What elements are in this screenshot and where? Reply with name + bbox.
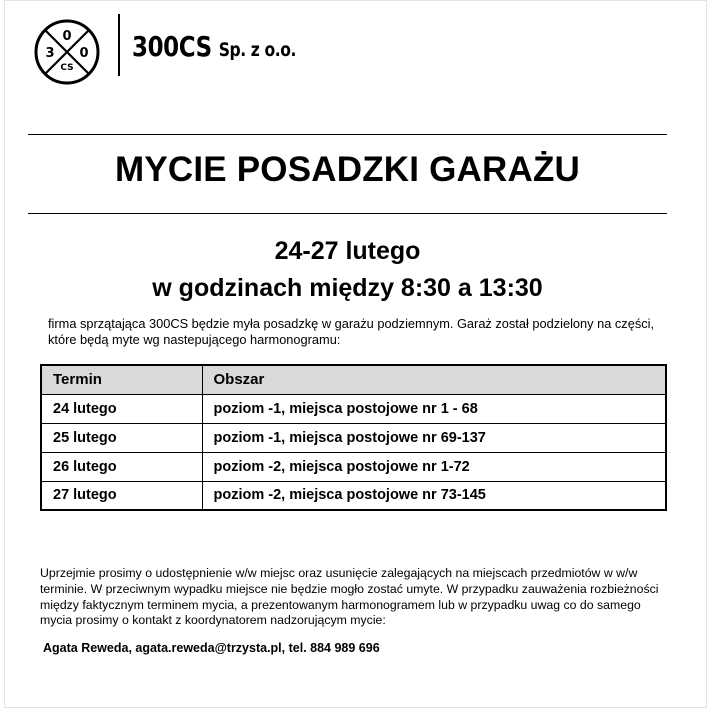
table-row <box>41 452 666 481</box>
time-range: w godzinach między 8:30 a 13:30 <box>152 274 543 302</box>
cell-area: poziom -2, miejsca postojowe nr 1-72 <box>202 452 666 481</box>
column-header-termin: Termin <box>41 365 202 394</box>
logo-divider <box>118 14 120 76</box>
contact-line: Agata Reweda, agata.reweda@trzysta.pl, tel. 884 989 696 <box>43 641 380 655</box>
cell-date: 24 lutego <box>41 394 202 423</box>
column-header-obszar: Obszar <box>202 365 666 394</box>
company-logo-badge <box>33 18 101 86</box>
table-row <box>41 394 666 423</box>
badge-digit-right: 0 <box>79 46 89 61</box>
page-title: MYCIE POSADZKI GARAŻU <box>114 150 581 189</box>
cell-area: poziom -1, miejsca postojowe nr 69-137 <box>202 423 666 452</box>
badge-digit-left: 3 <box>45 46 55 61</box>
cell-date: 27 lutego <box>41 481 202 510</box>
cell-area: poziom -2, miejsca postojowe nr 73-145 <box>202 481 666 510</box>
notice-paragraph: Uprzejmie prosimy o udostępnienie w/w miejsc oraz usunięcie zalegających na miejscach przedmiotów w w/w terminie. W przeciwnym wypadku miejsce nie będzie mogło zostać umyte. W przypadku zauważenia rozbieżności między faktycznym terminem mycia, a prezentowanym harmonogramem lub w przypadku uwag co do samego mycia prosimy o kontakt z koordynatorem nadzorującym mycie: <box>40 566 659 628</box>
company-name: 300CS <box>132 30 212 63</box>
badge-letters: CS <box>60 63 74 73</box>
title-bottom-rule <box>28 213 667 214</box>
badge-digit-top: 0 <box>62 29 72 44</box>
cell-date: 26 lutego <box>41 452 202 481</box>
date-range: 24-27 lutego <box>274 237 421 265</box>
company-logo-text <box>132 30 296 63</box>
table-row <box>41 481 666 510</box>
company-suffix: Sp. z o.o. <box>218 39 297 61</box>
cell-area: poziom -1, miejsca postojowe nr 1 - 68 <box>202 394 666 423</box>
schedule-table <box>40 364 667 511</box>
table-row <box>41 423 666 452</box>
cell-date: 25 lutego <box>41 423 202 452</box>
intro-paragraph: firma sprzątająca 300CS będzie myła posadzkę w garażu podziemnym. Garaż został podzielony na części, które będą myte wg nastepującego harmonogramu: <box>48 316 655 347</box>
title-top-rule <box>28 134 667 135</box>
table-header-row <box>41 365 666 394</box>
